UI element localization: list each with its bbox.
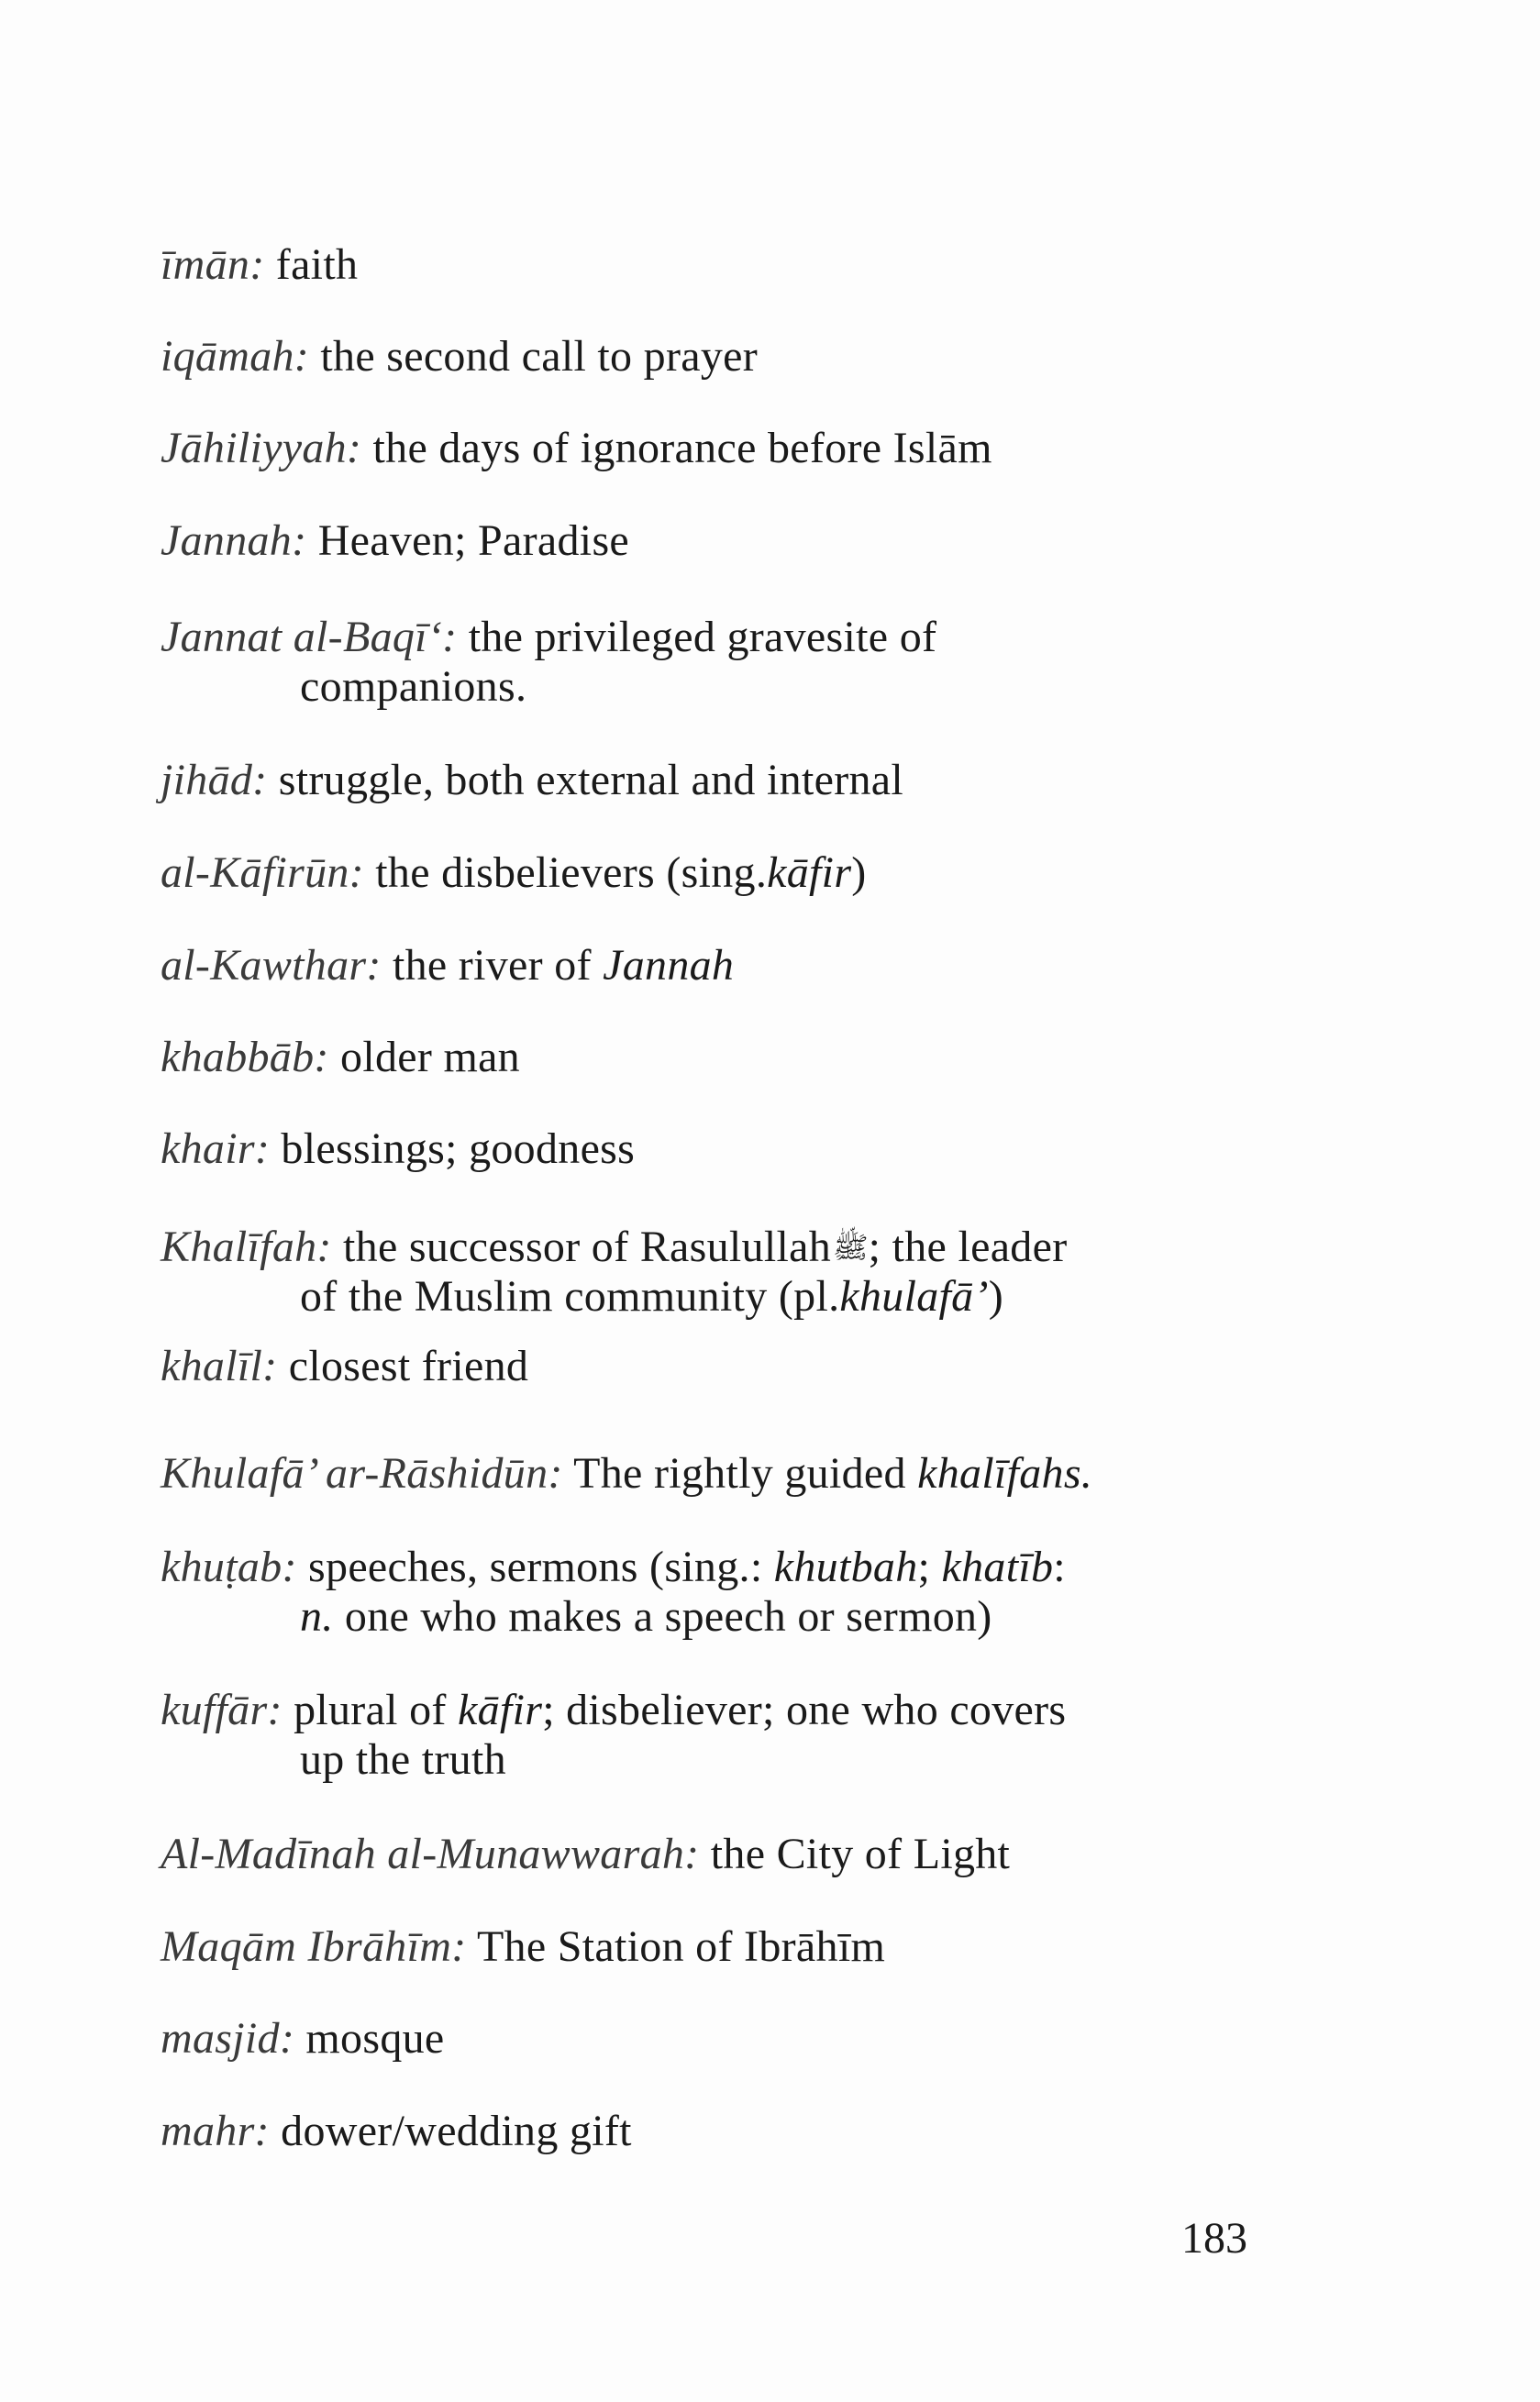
glossary-entry-khutab (161, 1543, 1261, 1642)
glossary-definition: dower/wedding gift (281, 2107, 632, 2155)
glossary-term: khuṭab: (161, 1543, 297, 1591)
page-number: 183 (1181, 2214, 1247, 2263)
glossary-definition-italic: kāfir (458, 1686, 543, 1734)
glossary-definition: faith (275, 240, 359, 289)
glossary-term: khair: (161, 1124, 271, 1173)
glossary-entry-jihad (161, 756, 1261, 805)
glossary-entry-masjid (161, 2014, 1261, 2064)
glossary-term: iqāmah: (161, 332, 310, 381)
glossary-term: khalīl: (161, 1342, 278, 1390)
glossary-entry-khabbab (161, 1033, 1261, 1082)
glossary-definition-continuation: companions. (300, 662, 527, 711)
glossary-definition: struggle, both external and internal (278, 756, 904, 804)
glossary-definition-italic: khalīfahs. (917, 1449, 1093, 1498)
glossary-term: kuffār: (161, 1686, 283, 1734)
glossary-definition-part: ; (917, 1543, 931, 1591)
glossary-definition-continuation (161, 1272, 1261, 1322)
glossary-entry-maqam-ibrahim (161, 1922, 1261, 1972)
glossary-term: Maqām Ibrāhīm: (161, 1922, 467, 1971)
glossary-entry-al-madinah (161, 1830, 1261, 1879)
glossary-definition: blessings; goodness (281, 1124, 636, 1173)
glossary-definition-part: (sing.: (649, 1543, 763, 1591)
glossary-entry-al-kawthar (161, 941, 1261, 991)
glossary-term: jihād: (161, 756, 268, 804)
glossary-entry-iqamah (161, 332, 1261, 382)
glossary-term: al-Kāfirūn: (161, 848, 364, 897)
glossary-term: Jannat al-Baqī‘: (161, 613, 458, 661)
glossary-term: khabbāb: (161, 1033, 329, 1081)
glossary-term: Khalīfah: (161, 1223, 332, 1271)
glossary-entry-al-kafirun (161, 848, 1261, 898)
glossary-entry-mahr (161, 2107, 1261, 2156)
glossary-entry-jahiliyyah (161, 424, 1261, 473)
glossary-definition-part: ; the leader (868, 1223, 1068, 1271)
glossary-term: Khulafā’ ar-Rāshidūn: (161, 1449, 563, 1498)
glossary-definition: older man (340, 1033, 520, 1081)
glossary-definition-italic: khatīb (941, 1543, 1054, 1591)
glossary-definition: speeches, sermons (308, 1543, 638, 1591)
glossary-definition-part: : (1053, 1543, 1066, 1591)
glossary-continuation-italic: khulafā’ (839, 1272, 989, 1321)
glossary-definition-part: (sing. (666, 848, 768, 897)
glossary-entry-khulafa-ar-rashidun (161, 1449, 1261, 1499)
glossary-definition: plural of (294, 1686, 447, 1734)
glossary-entry-khalifah (161, 1223, 1261, 1322)
glossary-definition: the days of ignorance before Islām (372, 424, 992, 472)
glossary-definition: The rightly guided (573, 1449, 906, 1498)
glossary-definition: closest friend (288, 1342, 529, 1390)
glossary-term: al-Kawthar: (161, 941, 382, 990)
glossary-definition: Heaven; Paradise (317, 516, 630, 565)
glossary-definition: the river of (392, 941, 592, 990)
glossary-continuation-text: (pl. (778, 1272, 840, 1321)
glossary-entry-jannah (161, 516, 1261, 566)
salawat-ligature-icon: ﷺ (833, 1231, 869, 1264)
glossary-definition: the disbelievers (375, 848, 656, 897)
glossary-term: Al-Madīnah al-Munawwarah: (161, 1830, 700, 1878)
glossary-term: masjid: (161, 2014, 295, 2063)
glossary-continuation-text: ) (988, 1272, 1004, 1321)
glossary-definition-italic: khutbah (773, 1543, 918, 1591)
glossary-entry-khalil (161, 1342, 1261, 1391)
glossary-definition: the City of Light (710, 1830, 1011, 1878)
glossary-term: Jāhiliyyah: (161, 424, 362, 472)
glossary-entry-jannat-al-baqi (161, 613, 1261, 712)
glossary-definition: The Station of Ibrāhīm (476, 1922, 886, 1971)
glossary-definition-part: ; disbeliever; one who covers (542, 1686, 1067, 1734)
glossary-definition: the successor of Rasulullah (343, 1223, 832, 1271)
glossary-entry-khair (161, 1124, 1261, 1174)
glossary-continuation-italic: n. (300, 1592, 334, 1641)
glossary-term: īmān: (161, 240, 265, 289)
glossary-entry-iman (161, 240, 1261, 290)
glossary-definition: the privileged gravesite of (468, 613, 937, 661)
glossary-term: Jannah: (161, 516, 307, 565)
glossary-entry-kuffar (161, 1686, 1261, 1785)
glossary-term: mahr: (161, 2107, 270, 2155)
glossary-definition-italic: Jannah (603, 941, 735, 990)
glossary-definition: mosque (305, 2014, 445, 2063)
glossary-definition-italic: kāfir (767, 848, 852, 897)
glossary-definition-part: ) (851, 848, 867, 897)
glossary-definition-continuation: up the truth (300, 1735, 506, 1784)
glossary-definition: the second call to prayer (320, 332, 759, 381)
glossary-continuation-text: of the Muslim community (300, 1272, 768, 1321)
glossary-definition-continuation (161, 1592, 1261, 1642)
glossary-continuation-text: one who makes a speech or sermon) (344, 1592, 992, 1641)
